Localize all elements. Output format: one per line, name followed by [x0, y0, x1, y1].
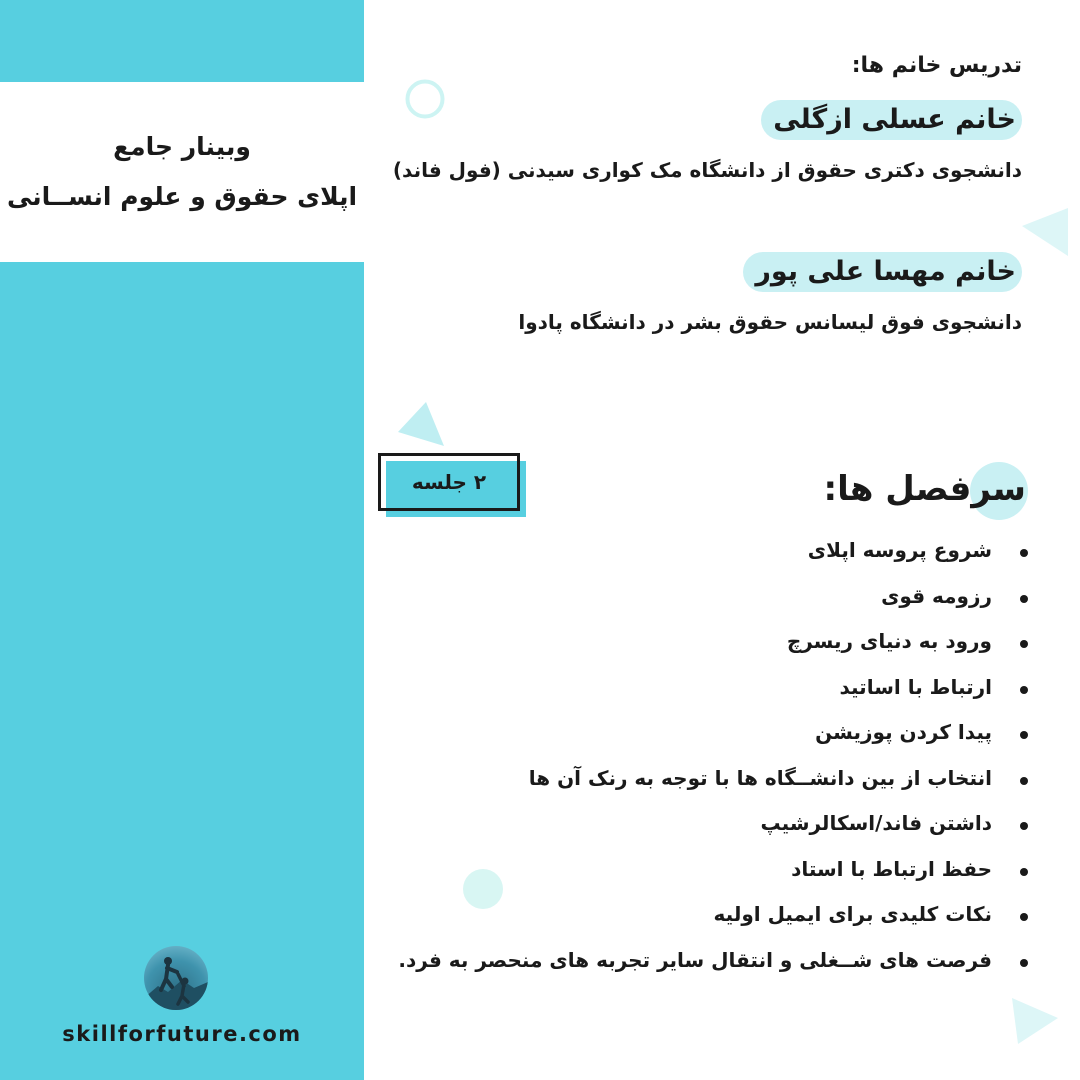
topic-item	[398, 528, 1030, 574]
topic-label: داشتن فاند/اسکالرشیپ	[760, 811, 992, 835]
webinar-title-line-1: وبینار جامع	[113, 132, 251, 161]
circle-outline-decoration	[404, 78, 446, 120]
topic-item	[398, 574, 1030, 620]
topic-label: انتخاب از بین دانشــگاه ها با توجه به رنک آن ها	[528, 765, 992, 790]
instructor-2-description: دانشجوی فوق لیسانس حقوق بشر در دانشگاه پادوا	[518, 310, 1022, 334]
bullet-icon	[1020, 777, 1028, 785]
topics-heading	[824, 462, 1026, 516]
bullet-icon	[1020, 595, 1028, 603]
topic-item	[398, 801, 1030, 847]
bullet-icon	[1020, 640, 1028, 648]
topics-list	[398, 528, 1030, 983]
topic-item	[398, 710, 1030, 756]
instructor-1-name: خانم عسلی ازگلی	[761, 100, 1022, 140]
topic-label: فرصت های شــغلی و انتقال سایر تجربه های منحصر به فرد.	[398, 947, 992, 972]
topic-item	[398, 756, 1030, 802]
bullet-icon	[1020, 686, 1028, 694]
topic-label: نکات کلیدی برای ایمیل اولیه	[713, 902, 992, 926]
sessions-badge	[378, 453, 526, 517]
webinar-title-card	[0, 82, 364, 262]
topics-title: سرفصل ها:	[823, 469, 1026, 509]
bullet-icon	[1020, 822, 1028, 830]
instructor-1-description: دانشجوی دکتری حقوق از دانشگاه مک کواری سیدنی (فول فاند)	[392, 158, 1022, 182]
topic-item	[398, 847, 1030, 893]
triangle-decoration	[1008, 996, 1060, 1046]
instructor-2-name: خانم مهسا علی پور	[743, 252, 1022, 292]
topic-label: شروع پروسه اپلای	[807, 538, 992, 562]
bullet-icon	[1020, 913, 1028, 921]
topic-item	[398, 665, 1030, 711]
topic-label: ورود به دنیای ریسرچ	[786, 629, 992, 653]
instructor-1	[761, 100, 1022, 140]
instructors-header: تدریس خانم ها:	[851, 53, 1022, 78]
climbers-logo-icon	[144, 946, 208, 1010]
topic-item	[398, 892, 1030, 938]
webinar-title-line-2: اپلای حقوق و علوم انســانی	[6, 182, 358, 211]
topic-item	[398, 938, 1030, 984]
triangle-decoration	[1018, 206, 1070, 258]
bullet-icon	[1020, 868, 1028, 876]
topic-label: حفظ ارتباط با استاد	[791, 856, 992, 881]
bullet-icon	[1020, 959, 1028, 967]
website-url: skillforfuture.com	[62, 1022, 302, 1046]
sessions-label: ۲ جلسه	[378, 453, 520, 511]
topic-label: پیدا کردن پوزیشن	[815, 720, 992, 744]
topic-label: ارتباط با اساتید	[839, 674, 992, 699]
instructor-2	[743, 252, 1022, 292]
triangle-decoration	[396, 400, 448, 448]
bullet-icon	[1020, 549, 1028, 557]
topic-item	[398, 619, 1030, 665]
topic-label: رزومه قوی	[881, 583, 992, 608]
bullet-icon	[1020, 731, 1028, 739]
